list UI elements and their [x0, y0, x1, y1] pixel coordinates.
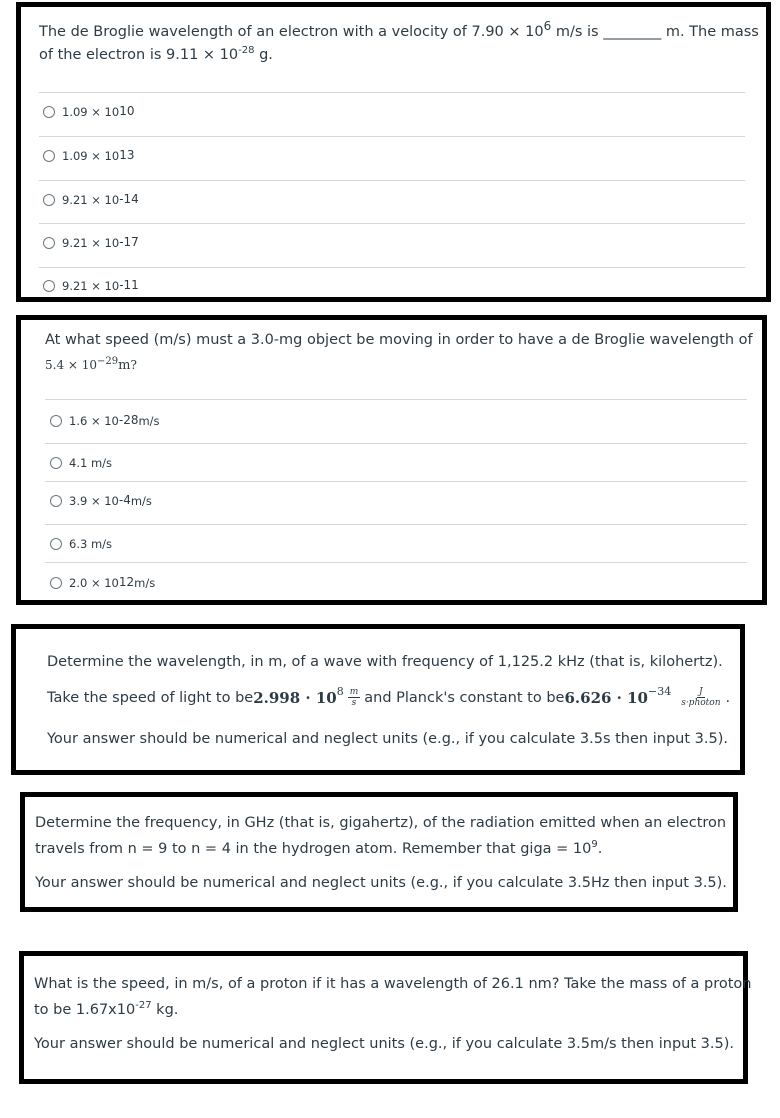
radio-button[interactable]: [43, 280, 55, 292]
option-exponent: 13: [119, 148, 135, 162]
divider: [39, 223, 745, 224]
option-label: 6.3 m/s: [69, 537, 113, 551]
question-5-line-1: [34, 976, 752, 992]
question-4-line-3: [35, 875, 727, 891]
option-label: 4.1 m/s: [69, 456, 113, 470]
option-label: 9.21 × 10: [62, 193, 120, 207]
divider: [45, 524, 747, 525]
q1-text-b: m/s is ________ m. The mass: [551, 23, 759, 40]
question-2-line-2: [45, 356, 137, 373]
q3-text-2a: Take the speed of light to be: [47, 689, 254, 706]
q2-wavelength-value: 5.4 × 10: [45, 358, 98, 372]
question-1-card: [16, 2, 771, 302]
question-5-line-3: [34, 1036, 734, 1052]
unit-numerator: m: [349, 687, 359, 697]
question-1-line-1: [39, 19, 759, 40]
answer-option[interactable]: [43, 149, 134, 163]
q3-text-2b: and Planck's constant to be: [364, 689, 565, 706]
divider: [45, 481, 747, 482]
radio-button[interactable]: [43, 150, 55, 162]
divider: [45, 443, 747, 444]
radio-button[interactable]: [50, 495, 62, 507]
radio-button[interactable]: [43, 237, 55, 249]
option-label: 9.21 × 10: [62, 236, 120, 250]
divider: [39, 180, 745, 181]
option-exponent: -11: [119, 278, 139, 292]
option-unit: m/s: [138, 414, 160, 428]
q1-text-a: The de Broglie wavelength of an electron with a velocity of 7.90 × 10: [39, 23, 544, 40]
question-3-line-1: [47, 654, 723, 670]
plancks-constant-unit: [679, 687, 722, 708]
answer-option[interactable]: [50, 576, 155, 590]
option-exponent: -14: [119, 192, 139, 206]
q4-text-2: travels from n = 9 to n = 4 in the hydrogen atom. Remember that giga = 10: [35, 840, 592, 857]
option-label: 9.21 × 10: [62, 279, 120, 293]
answer-option[interactable]: [50, 456, 112, 470]
option-exponent: 12: [118, 575, 135, 589]
q5-unit: kg.: [151, 1001, 179, 1018]
q4-exponent: 9: [591, 839, 598, 850]
q2-wavelength-unit: m: [118, 358, 131, 373]
plancks-constant-value: 6.626 · 10: [564, 688, 648, 707]
q1-mass-exponent: -28: [238, 45, 255, 56]
q4-text-3: Your answer should be numerical and neglect units (e.g., if you calculate 3.5Hz then input 3.5).: [35, 875, 727, 891]
option-label: 2.0 × 10: [69, 576, 119, 590]
q3-period: .: [725, 689, 731, 706]
radio-button[interactable]: [43, 106, 55, 118]
answer-option[interactable]: [43, 193, 139, 207]
q2-text-a: At what speed (m/s) must a 3.0-mg object be moving in order to have a de Broglie wavelength of: [45, 332, 753, 348]
q5-exponent: -27: [135, 1000, 152, 1011]
q3-text-1: Determine the wavelength, in m, of a wave with frequency of 1,125.2 kHz (that is, kilohertz).: [47, 654, 723, 670]
divider: [45, 399, 747, 400]
option-label: 1.6 × 10: [69, 414, 119, 428]
speed-of-light-value: 2.998 · 10: [253, 688, 337, 707]
option-unit: m/s: [134, 576, 156, 590]
plancks-constant-exponent: −34: [647, 685, 672, 698]
answer-option[interactable]: [50, 494, 152, 508]
option-exponent: -4: [118, 493, 131, 507]
q4-text-1: Determine the frequency, in GHz (that is, gigahertz), of the radiation emitted when an electron: [35, 815, 727, 831]
q1-text-d: g.: [254, 46, 273, 63]
q4-period: .: [597, 840, 603, 857]
answer-option[interactable]: [43, 236, 139, 250]
radio-button[interactable]: [50, 577, 62, 589]
radio-button[interactable]: [43, 194, 55, 206]
question-2-line-1: [45, 332, 753, 348]
q5-text-1: What is the speed, in m/s, of a proton if it has a wavelength of 26.1 nm? Take the mass of a proton: [34, 976, 752, 992]
unit-numerator: J: [699, 687, 703, 697]
q2-question-mark: ?: [130, 358, 137, 372]
answer-option[interactable]: [43, 279, 139, 293]
option-exponent: 10: [119, 104, 135, 118]
question-4-line-2: [35, 839, 602, 857]
radio-button[interactable]: [50, 415, 62, 427]
option-exponent: -17: [119, 235, 139, 249]
divider: [45, 562, 747, 563]
option-exponent: -28: [118, 413, 139, 427]
divider: [39, 267, 745, 268]
divider: [39, 136, 745, 137]
unit-denominator: s: [351, 698, 357, 708]
question-4-card: [20, 792, 738, 912]
q1-text-c: of the electron is 9.11 × 10: [39, 46, 239, 63]
option-unit: m/s: [130, 494, 152, 508]
option-label: 1.09 × 10: [62, 149, 120, 163]
q3-text-3: Your answer should be numerical and neglect units (e.g., if you calculate 3.5s then input 3.5).: [47, 731, 728, 747]
q1-exponent: 6: [543, 19, 552, 33]
unit-denominator: s·photon: [681, 698, 721, 708]
divider: [39, 92, 745, 93]
question-3-line-3: [47, 731, 728, 747]
question-2-card: [16, 315, 767, 605]
radio-button[interactable]: [50, 538, 62, 550]
option-label: 1.09 × 10: [62, 105, 120, 119]
question-3-line-2: [47, 687, 730, 708]
q2-wavelength-exponent: −29: [97, 356, 119, 367]
answer-option[interactable]: [43, 105, 134, 119]
speed-of-light-unit: [348, 687, 361, 708]
q5-text-3: Your answer should be numerical and neglect units (e.g., if you calculate 3.5m/s then input 3.5).: [34, 1036, 734, 1052]
question-5-line-2: [34, 1000, 178, 1018]
q5-text-2: to be 1.67x10: [34, 1001, 136, 1018]
question-1-line-2: [39, 45, 273, 63]
question-3-card: [11, 624, 745, 775]
option-label: 3.9 × 10: [69, 494, 119, 508]
question-5-card: [19, 951, 752, 1084]
question-4-line-1: [35, 815, 726, 831]
answer-option[interactable]: [50, 537, 112, 551]
answer-option[interactable]: [50, 414, 160, 428]
radio-button[interactable]: [50, 457, 62, 469]
speed-of-light-exponent: 8: [336, 685, 344, 698]
